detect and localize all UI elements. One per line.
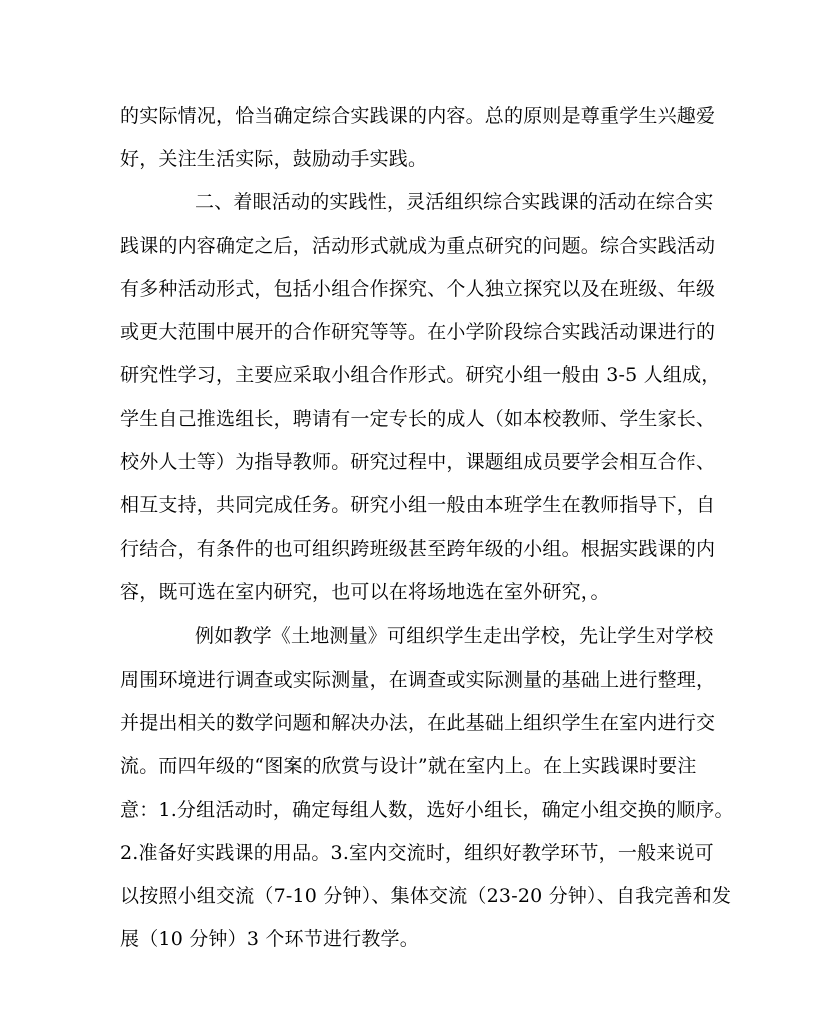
paragraph-line: 学生自己推选组长，聘请有一定专长的成人（如本校教师、学生家长、 (120, 408, 716, 430)
paragraph-line: 展（10 分钟）3 个环节进行教学。 (120, 928, 419, 950)
paragraph-line: 校外人士等）为指导教师。研究过程中，课题组成员要学会相互合作、 (120, 451, 716, 473)
paragraph-line: 容，既可选在室内研究，也可以在将场地选在室外研究，。 (120, 581, 610, 603)
paragraph-line: 的实际情况，恰当确定综合实践课的内容。总的原则是尊重学生兴趣爱 (120, 105, 716, 127)
paragraph-line: 2.准备好实践课的用品。3.室内交流时，组织好教学环节，一般来说可 (120, 842, 714, 864)
paragraph-line: 周围环境进行调查或实际测量，在调查或实际测量的基础上进行整理， (120, 669, 716, 691)
paragraph-line: 好，关注生活实际，鼓励动手实践。 (120, 148, 428, 170)
paragraph-line: 意：1.分组活动时，确定每组人数，选好小组长，确定小组交换的顺序。 (120, 799, 734, 821)
paragraph-line: 研究性学习，主要应采取小组合作形式。研究小组一般由 3-5 人组成， (120, 364, 721, 386)
paragraph-line: 行结合，有条件的也可组织跨班级甚至跨年级的小组。根据实践课的内 (120, 538, 716, 560)
paragraph-line: 有多种活动形式，包括小组合作探究、个人独立探究以及在班级、年级 (120, 278, 716, 300)
paragraph-line: 例如教学《土地测量》可组织学生走出学校，先让学生对学校 (195, 625, 714, 647)
paragraph-line: 并提出相关的数学问题和解决办法，在此基础上组织学生在室内进行交 (120, 712, 716, 734)
paragraph-line: 践课的内容确定之后，活动形式就成为重点研究的问题。综合实践活动 (120, 235, 716, 257)
paragraph-line: 以按照小组交流（7-10 分钟）、集体交流（23-20 分钟）、自我完善和发 (120, 885, 732, 907)
paragraph-line: 流。而四年级的“图案的欣赏与设计”就在室内上。在上实践课时要注 (120, 755, 697, 777)
paragraph-line: 二、着眼活动的实践性，灵活组织综合实践课的活动在综合实 (195, 191, 714, 213)
paragraph-line: 相互支持，共同完成任务。研究小组一般由本班学生在教师指导下，自 (120, 494, 716, 516)
paragraph-line: 或更大范围中展开的合作研究等等。在小学阶段综合实践活动课进行的 (120, 321, 716, 343)
